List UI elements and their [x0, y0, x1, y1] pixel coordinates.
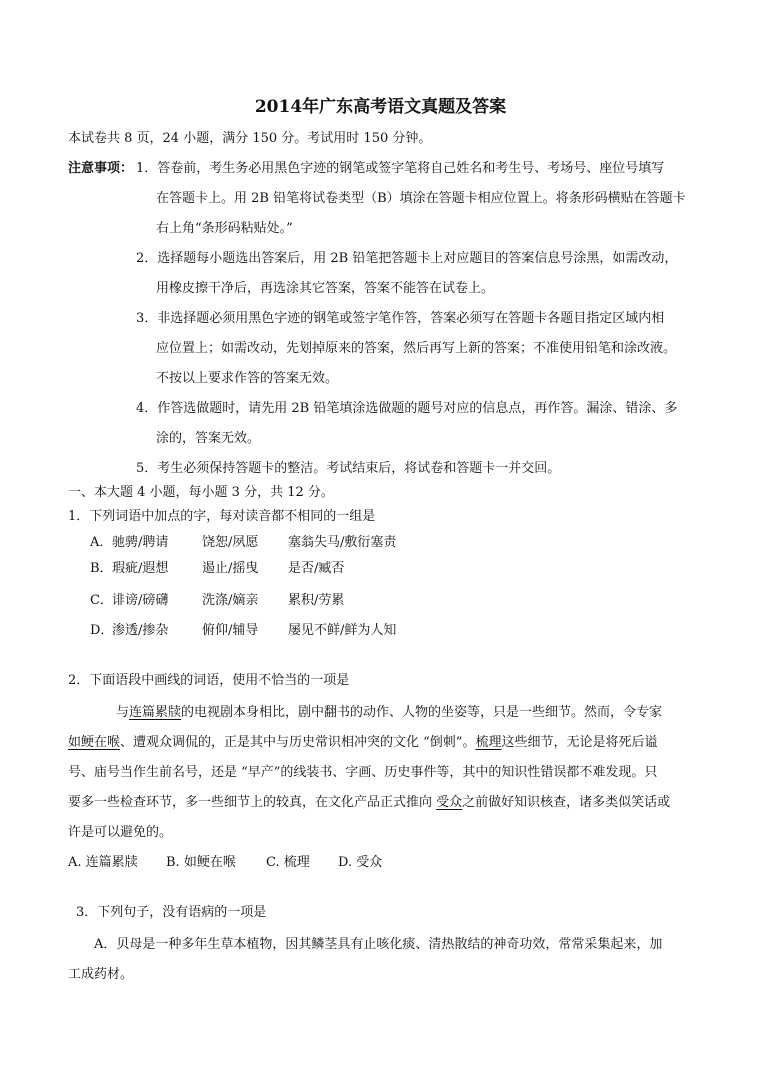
- q1-option-d: [90, 622, 396, 640]
- q3-option-a-line-1: A．贝母是一种多年生草本植物，因其鳞茎具有止咳化痰、清热散结的神奇功效，常常采集起来，加: [94, 937, 663, 952]
- option-letter: C．: [90, 593, 113, 608]
- note-2-line-2: 用橡皮擦干净后，再选涂其它答案，答案不能答在试卷上。: [156, 281, 495, 296]
- q2-option-c: C. 梳理: [266, 855, 310, 870]
- page-title: 2014年广东高考语文真题及答案: [254, 97, 507, 117]
- q2-passage-line-1: [116, 704, 662, 722]
- q1-stem: 1．下列词语中加点的字，每对读音都不相同的一组是: [68, 509, 376, 524]
- note-1-line-2: 在答题卡上。用 2B 铅笔将试卷类型（B）填涂在答题卡相应位置上。将条形码横贴在答题卡: [156, 191, 686, 206]
- text: 这些细节，无论是将死后谥: [501, 735, 658, 750]
- option-word-2: 饶恕/夙愿: [202, 535, 259, 550]
- notes-label: 注意事项：: [68, 161, 134, 176]
- note-1-line-1: 1．答卷前，考生务必用黑色字迹的钢笔或签字笔将自己姓名和考生号、考场号、座位号填写: [136, 161, 665, 176]
- option-word-3: 是否/臧否: [288, 561, 345, 576]
- q2-passage-line-4: [68, 794, 670, 812]
- option-word-3: 屡见不鲜/鲜为人知: [288, 623, 397, 638]
- note-3-line-3: 不按以上要求作答的答案无效。: [156, 371, 339, 386]
- option-word-1: 渗透/掺杂: [112, 623, 169, 638]
- q2-option-a: A. 连篇累牍: [68, 855, 138, 870]
- underlined-term-2: 如鲠在喉: [68, 735, 121, 750]
- q2-passage-line-2: [68, 734, 657, 752]
- text: 要多一些检查环节，多一些细节上的较真，在文化产品正式推向: [68, 795, 437, 810]
- option-letter: A．: [90, 535, 113, 550]
- option-word-3: 塞翁失马/敷衍塞责: [288, 535, 397, 550]
- option-letter: B．: [90, 561, 113, 576]
- q3-option-a-line-2: 工成药材。: [68, 967, 134, 982]
- option-word-1: 驰骋/聘请: [112, 535, 169, 550]
- option-word-1: 瑕疵/遐想: [112, 561, 169, 576]
- section-1-heading: 一、本大题 4 小题，每小题 3 分，共 12 分。: [68, 485, 334, 500]
- underlined-term-1: 连篇累牍: [129, 705, 182, 720]
- q1-option-b: [90, 560, 344, 578]
- option-word-2: 俯仰/辅导: [202, 623, 259, 638]
- underlined-term-4: 受众: [436, 795, 463, 810]
- note-4-line-2: 涂的，答案无效。: [156, 431, 261, 446]
- q2-option-d: D. 受众: [338, 855, 383, 870]
- text: 、遭观众调侃的，正是其中与历史常识相冲突的文化 “倒刺”。: [120, 735, 476, 750]
- note-2-line-1: 2．选择题每小题选出答案后，用 2B 铅笔把答题卡上对应题目的答案信息号涂黑，如需改动，: [136, 251, 678, 266]
- text: 与: [116, 705, 130, 720]
- option-word-1: 诽谤/磅礴: [112, 593, 169, 608]
- underlined-term-3: 梳理: [475, 735, 502, 750]
- option-word-2: 洗涤/嫡亲: [202, 593, 259, 608]
- q3-stem: 3．下列句子，没有语病的一项是: [76, 905, 267, 920]
- note-3-line-1: 3．非选择题必须用黑色字迹的钢笔或签字笔作答，答案必须写在答题卡各题目指定区域内相: [136, 311, 665, 326]
- text: 的电视剧本身相比，剧中翻书的动作、人物的坐姿等，只是一些细节。然而，令专家: [181, 705, 663, 720]
- q2-passage-line-3: 号、庙号当作生前名号，还是 “早产”的线装书、字画、历史事件等，其中的知识性错误都不难发现。只: [68, 765, 658, 780]
- q2-option-b: B. 如鲠在喉: [166, 855, 236, 870]
- note-4-line-1: 4．作答选做题时，请先用 2B 铅笔填涂选做题的题号对应的信息点，再作答。漏涂、错涂、多: [136, 401, 678, 416]
- option-word-2: 遏止/摇曳: [202, 561, 259, 576]
- option-word-3: 累积/劳累: [288, 593, 345, 608]
- note-1-line-3: 右上角“条形码粘贴处。”: [156, 221, 293, 236]
- exam-intro: 本试卷共 8 页，24 小题，满分 150 分。考试用时 150 分钟。: [68, 131, 432, 146]
- note-5-line-1: 5．考生必须保持答题卡的整洁。考试结束后，将试卷和答题卡一并交回。: [136, 461, 561, 476]
- q2-stem: 2．下面语段中画线的词语，使用不恰当的一项是: [68, 673, 350, 688]
- q1-option-a: [90, 534, 396, 552]
- option-letter: D．: [90, 623, 114, 638]
- q2-passage-line-5: 许是可以避免的。: [68, 825, 173, 840]
- q1-option-c: [90, 592, 344, 610]
- note-3-line-2: 应位置上；如需改动，先划掉原来的答案，然后再写上新的答案；不准使用铅笔和涂改液。: [156, 341, 677, 356]
- q2-options: [68, 854, 382, 872]
- text: 之前做好知识核查，诸多类似笑话或: [462, 795, 671, 810]
